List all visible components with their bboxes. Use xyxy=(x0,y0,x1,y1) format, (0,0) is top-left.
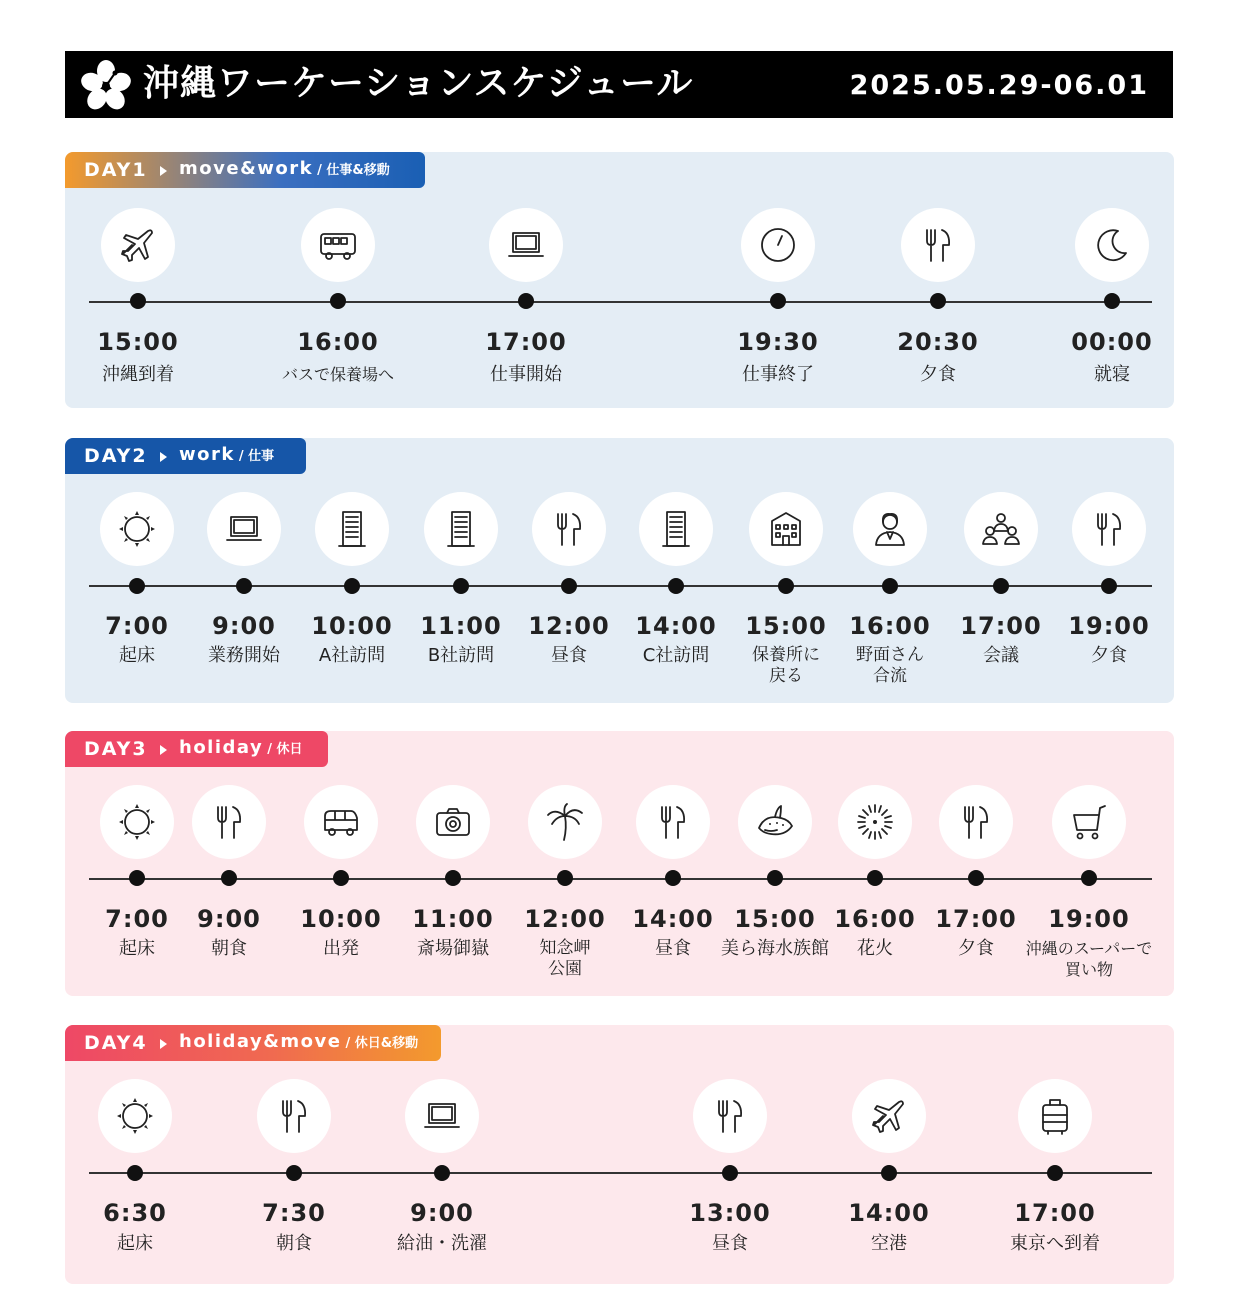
timeline-dot xyxy=(867,870,883,886)
stop-time: 9:00 xyxy=(212,612,276,640)
stop-time: 9:00 xyxy=(410,1199,474,1227)
play-arrow-icon xyxy=(160,1039,167,1049)
fork-knife-icon xyxy=(918,225,958,265)
timeline-dot xyxy=(968,870,984,886)
timeline-dot xyxy=(330,293,346,309)
stop-label: 夕食 xyxy=(920,364,956,385)
sun-icon xyxy=(117,509,157,549)
stop-time: 19:00 xyxy=(1068,612,1150,640)
hibiscus-icon xyxy=(79,59,133,113)
day-label: DAY1 xyxy=(84,159,148,181)
stop-label: 保養所に 戻る xyxy=(752,645,820,686)
timeline-dot xyxy=(518,293,534,309)
timeline-dot xyxy=(770,293,786,309)
timeline-dot xyxy=(778,578,794,594)
day-theme-jp: / 休日 xyxy=(267,742,303,757)
day-theme-jp: / 仕事&移動 xyxy=(317,163,390,178)
day-label: DAY2 xyxy=(84,445,148,467)
stop-time: 7:30 xyxy=(262,1199,326,1227)
stop-label: 給油・洗濯 xyxy=(397,1233,487,1254)
fireworks-icon xyxy=(855,802,895,842)
stop-label: 昼食 xyxy=(712,1233,748,1254)
day-panel-day1 xyxy=(65,152,1174,408)
timeline-dot xyxy=(665,870,681,886)
palm-tree-icon xyxy=(545,802,585,842)
timeline-line xyxy=(89,878,1152,880)
moon-icon xyxy=(1092,225,1132,265)
timeline-dot xyxy=(445,870,461,886)
timeline-dot xyxy=(236,578,252,594)
stop-label: 斎場御嶽 xyxy=(417,938,489,959)
stop-label: 知念岬 公園 xyxy=(539,938,591,979)
icon-circle xyxy=(852,1079,926,1153)
group-icon xyxy=(981,509,1021,549)
icon-circle xyxy=(901,208,975,282)
day-theme-jp: / 休日&移動 xyxy=(345,1036,419,1051)
stop-time: 13:00 xyxy=(689,1199,771,1227)
fork-knife-icon xyxy=(274,1096,314,1136)
fork-knife-icon xyxy=(710,1096,750,1136)
icon-circle xyxy=(693,1079,767,1153)
stop-label: 花火 xyxy=(857,938,893,959)
icon-circle xyxy=(100,492,174,566)
stop-time: 15:00 xyxy=(734,905,816,933)
stop-time: 12:00 xyxy=(528,612,610,640)
timeline-dot xyxy=(1101,578,1117,594)
day-theme-jp: / 仕事 xyxy=(238,449,275,464)
stop-time: 14:00 xyxy=(635,612,717,640)
whale-shark-icon xyxy=(755,802,795,842)
airplane-icon xyxy=(869,1096,909,1136)
airplane-icon xyxy=(118,225,158,265)
timeline-dot xyxy=(1047,1165,1063,1181)
stop-label: 出発 xyxy=(323,938,359,959)
stop-time: 19:00 xyxy=(1048,905,1130,933)
page-header xyxy=(65,51,1173,118)
office-building-icon xyxy=(441,509,481,549)
stop-time: 17:00 xyxy=(960,612,1042,640)
icon-circle xyxy=(1018,1079,1092,1153)
stop-time: 17:00 xyxy=(1014,1199,1096,1227)
icon-circle xyxy=(741,208,815,282)
day-panel-day2 xyxy=(65,438,1174,703)
play-arrow-icon xyxy=(160,745,167,755)
stop-time: 16:00 xyxy=(834,905,916,933)
day-theme-en: holiday&move xyxy=(179,1031,342,1052)
stop-label: 夕食 xyxy=(958,938,994,959)
day-label: DAY3 xyxy=(84,738,148,760)
timeline-dot xyxy=(333,870,349,886)
day-theme xyxy=(179,737,303,761)
icon-circle xyxy=(1072,492,1146,566)
timeline-dot xyxy=(127,1165,143,1181)
day-theme xyxy=(179,444,274,468)
icon-circle xyxy=(257,1079,331,1153)
icon-circle xyxy=(207,492,281,566)
timeline-line xyxy=(89,1172,1152,1174)
sun-icon xyxy=(115,1096,155,1136)
icon-circle xyxy=(636,785,710,859)
stop-time: 15:00 xyxy=(97,328,179,356)
day-tab xyxy=(65,1025,441,1061)
day-theme-en: work xyxy=(179,444,235,465)
icon-circle xyxy=(528,785,602,859)
icon-circle xyxy=(98,1079,172,1153)
camera-icon xyxy=(433,802,473,842)
day-theme-en: holiday xyxy=(179,737,264,758)
stop-label: C社訪問 xyxy=(642,645,710,666)
day-theme xyxy=(179,1031,418,1055)
stop-label: 朝食 xyxy=(211,938,247,959)
icon-circle xyxy=(1075,208,1149,282)
icon-circle xyxy=(405,1079,479,1153)
stop-time: 7:00 xyxy=(105,905,169,933)
stop-time: 10:00 xyxy=(300,905,382,933)
page-title: 沖縄ワーケーションスケジュール xyxy=(143,63,694,104)
stop-time: 14:00 xyxy=(848,1199,930,1227)
stop-time: 12:00 xyxy=(524,905,606,933)
icon-circle xyxy=(101,208,175,282)
stop-label: 就寝 xyxy=(1094,364,1130,385)
timeline-dot xyxy=(557,870,573,886)
icon-circle xyxy=(838,785,912,859)
shopping-cart-icon xyxy=(1069,802,1109,842)
bus-icon xyxy=(318,225,358,265)
stop-time: 9:00 xyxy=(197,905,261,933)
timeline-dot xyxy=(993,578,1009,594)
timeline-dot xyxy=(1104,293,1120,309)
stop-label: 仕事終了 xyxy=(742,364,814,385)
stop-label: 起床 xyxy=(119,645,155,666)
icon-circle xyxy=(853,492,927,566)
icon-circle xyxy=(416,785,490,859)
stop-label: 沖縄のスーパーで 買い物 xyxy=(1025,939,1153,979)
stop-time: 17:00 xyxy=(935,905,1017,933)
office-building-icon xyxy=(332,509,372,549)
day-label: DAY4 xyxy=(84,1032,148,1054)
office-building-icon xyxy=(656,509,696,549)
icon-circle xyxy=(100,785,174,859)
day-tab xyxy=(65,438,306,474)
timeline-dot xyxy=(930,293,946,309)
stop-time: 10:00 xyxy=(311,612,393,640)
stop-label: 昼食 xyxy=(655,938,691,959)
stop-label: 野面さん 合流 xyxy=(856,645,924,686)
stop-time: 11:00 xyxy=(420,612,502,640)
timeline-dot xyxy=(286,1165,302,1181)
icon-circle xyxy=(964,492,1038,566)
sun-icon xyxy=(117,802,157,842)
icon-circle xyxy=(301,208,375,282)
timeline-dot xyxy=(344,578,360,594)
stop-label: 会議 xyxy=(983,645,1019,666)
timeline-dot xyxy=(722,1165,738,1181)
fork-knife-icon xyxy=(549,509,589,549)
day-theme-en: move&work xyxy=(179,158,314,179)
person-icon xyxy=(870,509,910,549)
stop-time: 16:00 xyxy=(849,612,931,640)
hotel-icon xyxy=(766,509,806,549)
icon-circle xyxy=(304,785,378,859)
stop-label: 東京へ到着 xyxy=(1010,1233,1100,1254)
stop-label: 昼食 xyxy=(551,645,587,666)
stop-time: 17:00 xyxy=(485,328,567,356)
stop-label: 沖縄到着 xyxy=(102,364,174,385)
fork-knife-icon xyxy=(956,802,996,842)
stop-time: 7:00 xyxy=(105,612,169,640)
timeline-dot xyxy=(434,1165,450,1181)
fork-knife-icon xyxy=(1089,509,1129,549)
stop-label: 仕事開始 xyxy=(490,364,562,385)
stop-time: 15:00 xyxy=(745,612,827,640)
icon-circle xyxy=(192,785,266,859)
clock-icon xyxy=(758,225,798,265)
day-tab xyxy=(65,731,328,767)
stop-time: 20:30 xyxy=(897,328,979,356)
timeline-dot xyxy=(1081,870,1097,886)
icon-circle xyxy=(532,492,606,566)
car-icon xyxy=(321,802,361,842)
icon-circle xyxy=(639,492,713,566)
timeline-dot xyxy=(881,1165,897,1181)
timeline-dot xyxy=(129,870,145,886)
timeline-dot xyxy=(882,578,898,594)
icon-circle xyxy=(1052,785,1126,859)
stop-time: 14:00 xyxy=(632,905,714,933)
day-tab xyxy=(65,152,425,188)
stop-label: B社訪問 xyxy=(427,645,495,666)
timeline-line xyxy=(89,301,1152,303)
icon-circle xyxy=(315,492,389,566)
stop-time: 16:00 xyxy=(297,328,379,356)
icon-circle xyxy=(939,785,1013,859)
laptop-icon xyxy=(506,225,546,265)
icon-circle xyxy=(738,785,812,859)
timeline-dot xyxy=(129,578,145,594)
stop-label: 起床 xyxy=(119,938,155,959)
timeline-dot xyxy=(221,870,237,886)
date-range: 2025.05.29-06.01 xyxy=(849,70,1149,101)
stop-time: 11:00 xyxy=(412,905,494,933)
laptop-icon xyxy=(224,509,264,549)
timeline-dot xyxy=(561,578,577,594)
fork-knife-icon xyxy=(209,802,249,842)
stop-label: バスで保養場へ xyxy=(281,365,394,384)
stop-time: 19:30 xyxy=(737,328,819,356)
stop-label: 起床 xyxy=(117,1233,153,1254)
stop-label: 空港 xyxy=(871,1233,907,1254)
icon-circle xyxy=(424,492,498,566)
stop-time: 6:30 xyxy=(103,1199,167,1227)
stop-label: 朝食 xyxy=(276,1233,312,1254)
stop-label: A社訪問 xyxy=(318,645,386,666)
suitcase-icon xyxy=(1035,1096,1075,1136)
stop-time: 00:00 xyxy=(1071,328,1153,356)
timeline-dot xyxy=(453,578,469,594)
icon-circle xyxy=(749,492,823,566)
stop-label: 業務開始 xyxy=(208,645,280,666)
laptop-icon xyxy=(422,1096,462,1136)
timeline-dot xyxy=(767,870,783,886)
fork-knife-icon xyxy=(653,802,693,842)
timeline-dot xyxy=(130,293,146,309)
play-arrow-icon xyxy=(160,452,167,462)
stop-label: 夕食 xyxy=(1091,645,1127,666)
day-theme xyxy=(179,158,390,182)
day-panel-day4 xyxy=(65,1025,1174,1284)
play-arrow-icon xyxy=(160,166,167,176)
icon-circle xyxy=(489,208,563,282)
timeline-dot xyxy=(668,578,684,594)
day-panel-day3 xyxy=(65,731,1174,996)
stop-label: 美ら海水族館 xyxy=(721,938,829,959)
